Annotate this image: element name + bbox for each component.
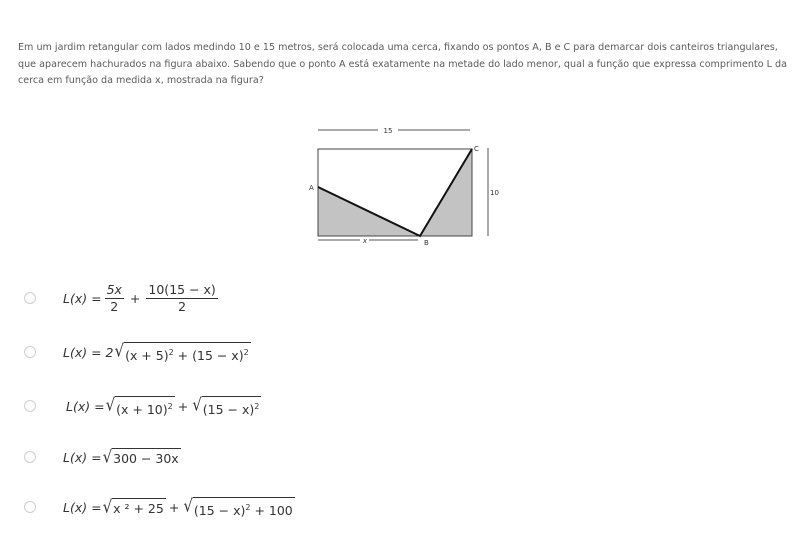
- plus-sign: +: [177, 398, 189, 414]
- answer-option-4[interactable]: [24, 442, 424, 472]
- root-argument: (15 − x): [202, 401, 255, 417]
- square-root: √ $(x + 5)^2 + (15 - x)^2$: [114, 339, 249, 363]
- radio-button[interactable]: [24, 346, 36, 358]
- fraction-2-numerator: 10(15 − x): [148, 281, 216, 297]
- garden-figure: [300, 118, 505, 253]
- height-label: 10: [490, 189, 499, 197]
- answer-option-5[interactable]: [24, 492, 424, 522]
- fraction-2-denominator: 2: [178, 298, 187, 314]
- radio-button[interactable]: [24, 501, 36, 513]
- radio-button[interactable]: [24, 292, 36, 304]
- formula-lhs: L(x) =: [66, 398, 105, 414]
- square-root: √ 300 − 30x: [102, 446, 179, 468]
- option-2-formula: [63, 339, 251, 363]
- x-label: x: [362, 237, 368, 245]
- root-argument: x ² + 25: [112, 498, 166, 516]
- plus-sign: +: [129, 290, 141, 306]
- formula-lhs: L(x) = 2: [63, 344, 114, 360]
- root-argument: 300 − 30x: [112, 448, 181, 466]
- width-label: 15: [383, 127, 393, 135]
- formula-lhs: L(x) =: [63, 499, 102, 515]
- root-argument: (x + 5): [125, 347, 169, 363]
- option-1-formula: [63, 283, 221, 314]
- plus-sign: +: [168, 499, 180, 515]
- answer-option-3[interactable]: [24, 391, 424, 421]
- fraction-2: [146, 283, 217, 314]
- square-root-2: √ $(15 - x)^2 + 100$: [183, 494, 293, 518]
- exponent: 2: [167, 401, 173, 411]
- root-argument-tail: + (15 − x): [173, 347, 244, 363]
- option-5-formula: [63, 494, 295, 518]
- square-root-1: √ $(x + 10)^2$: [105, 393, 173, 417]
- formula-lhs: L(x) =: [63, 449, 102, 465]
- answer-option-1[interactable]: [24, 283, 424, 313]
- square-root-2: √ $(15 - x)^2$: [192, 393, 260, 417]
- exponent: 2: [245, 502, 251, 512]
- radio-button[interactable]: [24, 400, 36, 412]
- point-b-label: B: [424, 239, 429, 247]
- radio-button[interactable]: [24, 451, 36, 463]
- square-root-1: √ x ² + 25: [102, 496, 164, 518]
- formula-lhs: L(x) =: [63, 290, 102, 306]
- answer-option-2[interactable]: [24, 337, 424, 367]
- question-text: Em um jardim retangular com lados medindo 10 e 15 metros, será colocada uma cerca, fixando os pontos A, B e C para demarcar dois canteiros triangulares, que aparecem hachurados na figura abaixo. Sabendo que o ponto A está exatamente na metade do lado menor, qual a função que expressa comprimento L da cerca em função da medida x, mostrada na figura?: [18, 42, 787, 86]
- root-argument: (15 − x): [193, 502, 246, 518]
- point-c-label: C: [474, 145, 479, 153]
- point-a-label: A: [309, 184, 314, 192]
- exponent: 2: [243, 347, 249, 357]
- root-argument: (x + 10): [116, 401, 168, 417]
- option-4-formula: [63, 448, 181, 466]
- exponent: 2: [168, 347, 174, 357]
- garden-diagram: [300, 118, 505, 253]
- fraction-1: [105, 283, 124, 314]
- option-3-formula: [66, 393, 261, 417]
- fraction-1-numerator: 5x: [106, 281, 122, 297]
- root-argument-tail: + 100: [250, 502, 293, 518]
- fraction-1-denominator: 2: [110, 298, 119, 314]
- exponent: 2: [254, 401, 260, 411]
